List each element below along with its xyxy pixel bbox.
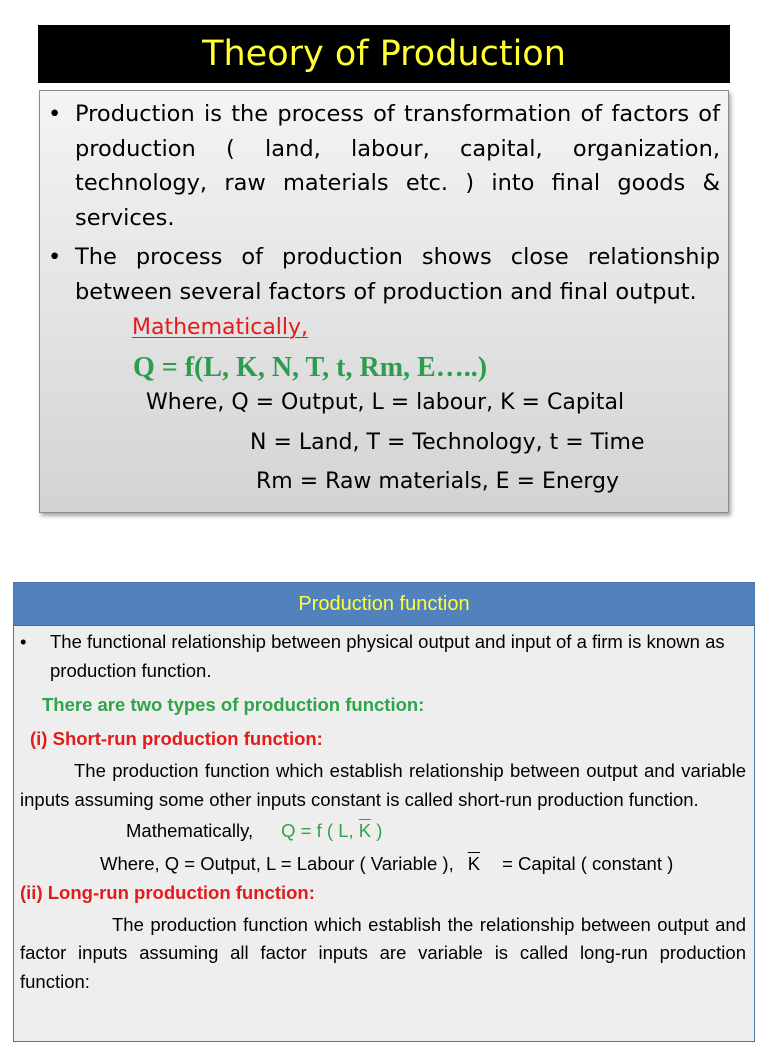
slide2-bullet — [20, 628, 746, 685]
slide2-math-formula: Q = f ( L, $\overline{K}$ ) — [281, 820, 383, 841]
slide1-bullet-2 — [48, 240, 720, 309]
bullet-dot-icon: • — [48, 244, 62, 270]
slide1-bullet-2-text: The process of production shows close relationship between several factors of production and final output. — [75, 244, 720, 305]
slide2-where-suffix: = Capital ( constant ) — [502, 852, 674, 874]
slide2-short-run-text: The production function which establish relationship between output and variable inputs assuming some other inputs constant is called short-run production function. — [20, 760, 746, 810]
slide1-where-line-2: N = Land, T = Technology, t = Time — [250, 430, 645, 455]
slide2-long-run-text: The production function which establish the relationship between output and factor inputs assuming all factor inputs are variable is called long-run production function: — [20, 913, 746, 992]
slide2-short-run-heading: (i) Short-run production function: — [30, 727, 323, 749]
slide1-bullet-1 — [48, 97, 720, 235]
slide2-math-line — [126, 817, 746, 846]
bullet-dot-icon: • — [20, 631, 27, 652]
slide1-mathematically-label: Mathematically, — [132, 315, 309, 340]
slide2-header: Production function — [298, 592, 470, 615]
k-bar-symbol: $\overline{K}$ — [358, 820, 372, 841]
slide1-bullet-1-text: Production is the process of transformation of factors of production ( land, labour, capital, organization, technology, raw materials etc. ) into final goods & services. — [75, 101, 720, 231]
slide1-title: Theory of Production — [202, 34, 566, 74]
slide1-formula: Q = f(L, K, N, T, t, Rm, E…..) — [133, 352, 488, 383]
slide2-types-heading: There are two types of production function: — [42, 694, 425, 715]
slide2-math-label: Mathematically, — [126, 820, 254, 841]
slide1-content-box — [39, 90, 729, 513]
bullet-dot-icon: • — [48, 101, 62, 127]
slide2-where-prefix: Where, Q = Output, L = Labour ( Variable ), — [100, 852, 454, 874]
slide2-where-line — [100, 850, 746, 879]
slide2-long-run-heading: (ii) Long-run production function: — [20, 882, 315, 903]
k-bar-symbol: $\overline{K}$ — [467, 852, 481, 874]
slide2-bullet-text: The functional relationship between physical output and input of a firm is known as production function. — [50, 631, 725, 681]
slide2-content-box — [13, 582, 755, 1042]
slide1-title-bar — [38, 25, 730, 83]
slide1-where-line-1: Where, Q = Output, L = labour, K = Capital — [146, 390, 625, 415]
slide2-header-bar — [14, 583, 754, 626]
slide1-where-line-3: Rm = Raw materials, E = Energy — [256, 469, 620, 494]
